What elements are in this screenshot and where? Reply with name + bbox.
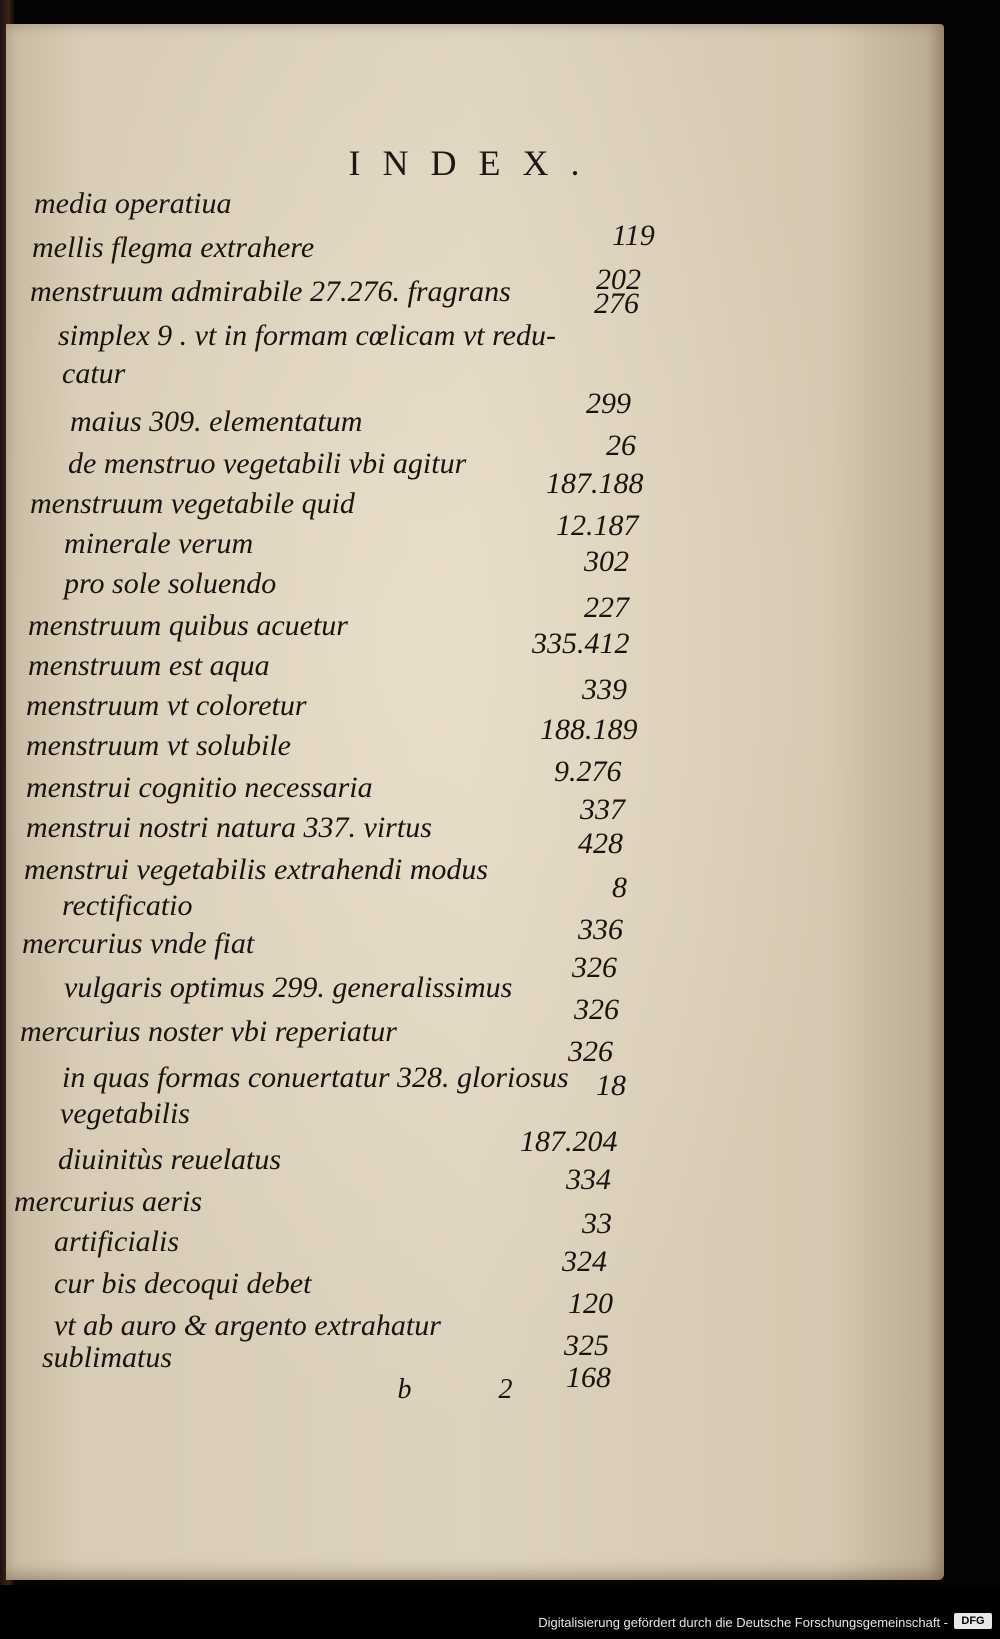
entry-page-ref: 339 [582, 673, 627, 706]
entry-page-ref: 187.188 [546, 467, 644, 500]
entry-page-ref: 26 [606, 429, 636, 462]
index-entry [6, 272, 944, 320]
entry-text: minerale verum [64, 527, 254, 560]
index-entry [6, 1012, 944, 1068]
index-entry [6, 1182, 944, 1240]
entry-page-ref: 324 [562, 1245, 607, 1278]
entry-text: catur [62, 357, 126, 390]
entry-page-ref: 202 [596, 263, 641, 296]
entry-page-ref: 335.412 [532, 627, 630, 660]
index-entry [6, 1058, 944, 1102]
index-entry [6, 968, 944, 1026]
index-entry [6, 484, 944, 542]
entry-text: de menstruo vegetabili vbi agitur [68, 447, 467, 480]
entry-page-ref: 9.276 [554, 755, 622, 788]
entry-page-ref: 120 [568, 1287, 613, 1320]
index-entry [6, 1094, 944, 1158]
footer-bar [0, 1585, 1000, 1639]
index-entry [6, 768, 944, 826]
index-entry [6, 1264, 944, 1320]
entry-text: cur bis decoqui debet [54, 1267, 312, 1300]
entry-text: menstrui cognitio necessaria [26, 771, 373, 804]
entry-page-ref: 188.189 [540, 713, 638, 746]
entry-page-ref: 326 [568, 1035, 613, 1068]
index-entry [6, 850, 944, 904]
entry-text: mellis flegma extrahere [32, 231, 315, 264]
entry-page-ref: 302 [584, 545, 629, 578]
entry-page-ref: 227 [584, 591, 629, 624]
entry-text: pro sole soluendo [64, 567, 277, 600]
index-entry [6, 808, 944, 860]
index-entry [6, 1222, 944, 1278]
entry-text: maius 309. elementatum [70, 405, 363, 438]
entry-page-ref: 168 [566, 1361, 611, 1394]
entry-text: menstruum quibus acuetur [28, 609, 348, 642]
entry-page-ref: 337 [580, 793, 625, 826]
entry-page-ref: 18 [596, 1069, 626, 1102]
dfg-logo: DFG [954, 1613, 992, 1629]
book-page [6, 24, 944, 1580]
entry-text: artificialis [54, 1225, 180, 1258]
entry-text: menstruum est aqua [28, 649, 270, 682]
entry-page-ref: 299 [586, 387, 631, 420]
entry-page-ref: 334 [566, 1163, 611, 1196]
entry-text: menstruum vegetabile quid [30, 487, 355, 520]
entry-text: menstruum vt coloretur [26, 689, 307, 722]
funding-credit: Digitalisierung gefördert durch die Deutsche Forschungsgemeinschaft - [538, 1615, 948, 1630]
index-entry [6, 354, 944, 420]
entry-page-ref: 119 [612, 219, 655, 252]
entry-text: vt ab auro & argento extrahatur [54, 1309, 441, 1342]
entry-text: mercurius noster vbi reperiatur [20, 1015, 397, 1048]
entry-page-ref: 8 [612, 871, 627, 904]
entry-page-ref: 325 [564, 1329, 609, 1362]
index-entry [6, 606, 944, 660]
entry-text: vulgaris optimus 299. generalissimus [64, 971, 513, 1004]
entry-text: rectificatio [62, 889, 193, 922]
entry-page-ref: 326 [572, 951, 617, 984]
entry-text: menstruum vt solubile [26, 729, 291, 762]
entry-text: sublimatus [42, 1341, 173, 1374]
index-entries [6, 24, 944, 1580]
entry-page-ref: 12.187 [556, 509, 639, 542]
index-entry [6, 316, 944, 356]
entry-page-ref: 276 [594, 287, 639, 320]
entry-text: media operatiua [34, 187, 232, 220]
index-entry [6, 444, 944, 500]
entry-text: mercurius aeris [14, 1185, 203, 1218]
entry-page-ref: 326 [574, 993, 619, 1026]
index-entry [6, 524, 944, 578]
entry-text: simplex 9 . vt in formam cœlicam vt redu- [58, 319, 556, 352]
entry-text: menstrui nostri natura 337. virtus [26, 811, 432, 844]
entry-text: diuinitùs reuelatus [58, 1143, 282, 1176]
index-entry [6, 1140, 944, 1196]
entry-text: menstrui vegetabilis extrahendi modus [24, 853, 489, 886]
signature-mark: b 2 [397, 1374, 553, 1405]
entry-text: menstruum admirabile 27.276. fragrans [30, 275, 511, 308]
index-entry [6, 402, 944, 462]
entry-page-ref: 336 [578, 913, 623, 946]
page-heading: INDEX. [348, 143, 602, 183]
entry-page-ref: 187.204 [520, 1125, 618, 1158]
entry-text: mercurius vnde fiat [22, 927, 255, 960]
entry-text: in quas formas conuertatur 328. gloriosus [62, 1061, 569, 1094]
index-entry [6, 924, 944, 984]
entry-page-ref: 428 [578, 827, 623, 860]
entry-text: vegetabilis [60, 1097, 190, 1130]
entry-page-ref: 33 [582, 1207, 612, 1240]
index-entry [6, 564, 944, 624]
